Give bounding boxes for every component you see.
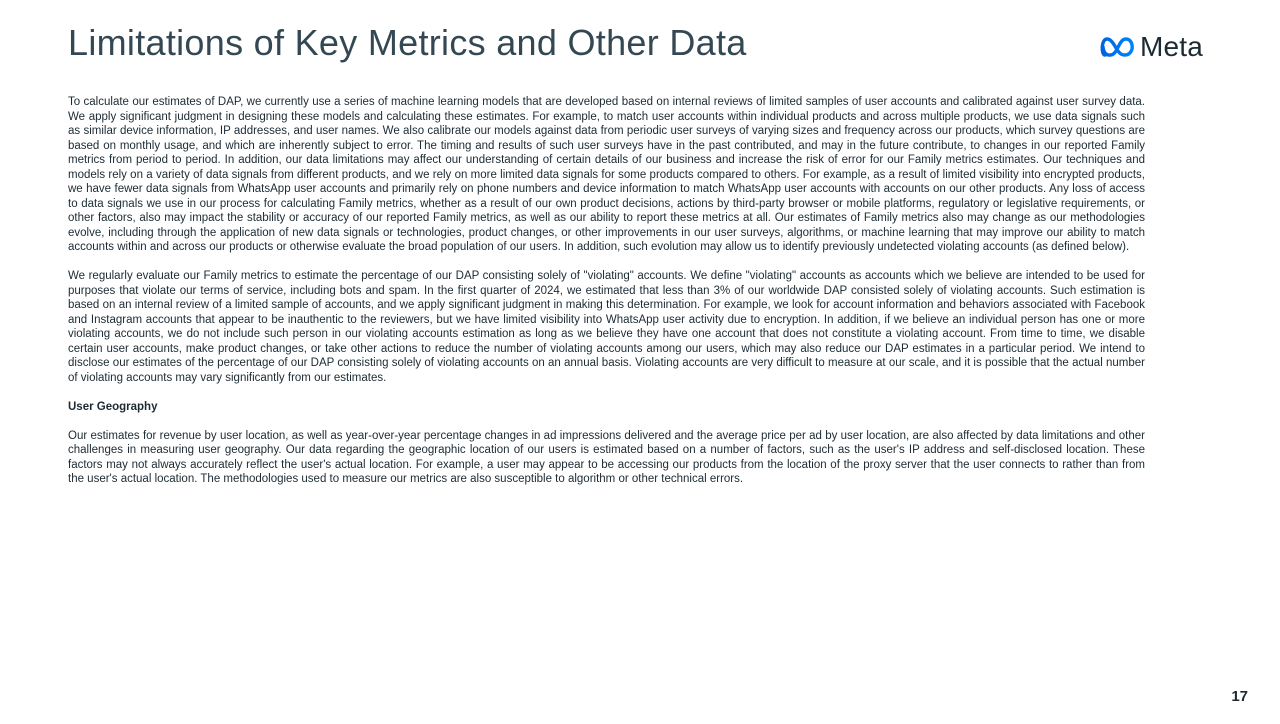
user-geography-paragraph: Our estimates for revenue by user location, as well as year-over-year percentage changes in ad impressions delivered and the average price per ad by user location, are also affected by data limitations and other challenges in measuring user geography. Our data regarding the geographic location of our users is estimated based on a number of factors, such as the user's IP address and self-disclosed location. These factors may not always accurately reflect the user's actual location. For example, a user may appear to be accessing our products from the location of the proxy server that the user connects to rather than from the user's actual location. The methodologies used to measure our metrics are also susceptible to algorithm or other technical errors. [68,429,1145,485]
meta-logo [1100,32,1203,62]
dap-paragraph: To calculate our estimates of DAP, we currently use a series of machine learning models that are developed based on internal reviews of limited samples of user accounts and calibrated against user survey data. We apply significant judgment in designing these models and calculating these estimates. For example, to match user accounts within individual products and across multiple products, we use data signals such as similar device information, IP addresses, and user names. We also calibrate our models against data from periodic user surveys of varying sizes and frequency across our products, which survey questions are based on monthly usage, and which are inherently subject to error. The timing and results of such user surveys have in the past contributed, and may in the future contribute, to changes in our reported Family metrics from period to period. In addition, our data limitations may affect our understanding of certain details of our business and increase the risk of error for our Family metrics estimates. Our techniques and models rely on a variety of data signals from different products, and we rely on more limited data signals for some products compared to others. For example, as a result of limited visibility into encrypted products, we have fewer data signals from WhatsApp user accounts and primarily rely on phone numbers and device information to match WhatsApp user accounts with accounts on our other products. Any loss of access to data signals we use in our process for calculating Family metrics, whether as a result of our own product decisions, actions by third-party browser or mobile platforms, regulatory or legislative requirements, or other factors, also may impact the stability or accuracy of our reported Family metrics, as well as our ability to report these metrics at all. Our estimates of Family metrics also may change as our methodologies evolve, including through the application of new data signals or technologies, product changes, or other improvements in our user surveys, algorithms, or machine learning that may improve our ability to match accounts within and across our products or otherwise evaluate the broad population of our users. In addition, such evolution may allow us to identify previously undetected violating accounts (as defined below). [68,96,1145,253]
page-title: Limitations of Key Metrics and Other Data [68,22,747,63]
logo-wordmark: Meta [1140,31,1204,62]
violating-accounts-paragraph: We regularly evaluate our Family metrics to estimate the percentage of our DAP consisting solely of "violating" accounts. We define "violating" accounts as accounts which we believe are intended to be used for purposes that violate our terms of service, including bots and spam. In the first quarter of 2024, we estimated that less than 3% of our worldwide DAP consisted solely of violating accounts. Such estimation is based on an internal review of a limited sample of accounts, and we apply significant judgment in making this determination. For example, we look for account information and behaviors associated with Facebook and Instagram accounts that appear to be inauthentic to the reviewers, but we have limited visibility into WhatsApp user activity due to encryption. In addition, if we believe an individual person has one or more violating accounts, we do not include such person in our violating accounts estimation as long as we believe they have one account that does not constitute a violating account. From time to time, we disable certain user accounts, make product changes, or take other actions to reduce the number of violating accounts among our users, which may also reduce our DAP estimates in a particular period. We intend to disclose our estimates of the percentage of our DAP consisting solely of violating accounts on an annual basis. Violating accounts are very difficult to measure at our scale, and it is possible that the actual number of violating accounts may vary significantly from our estimates. [68,270,1145,384]
user-geography-heading: User Geography [68,400,158,413]
meta-infinity-icon [1100,35,1136,59]
page-number: 17 [1231,688,1248,705]
body-content [68,95,1145,501]
